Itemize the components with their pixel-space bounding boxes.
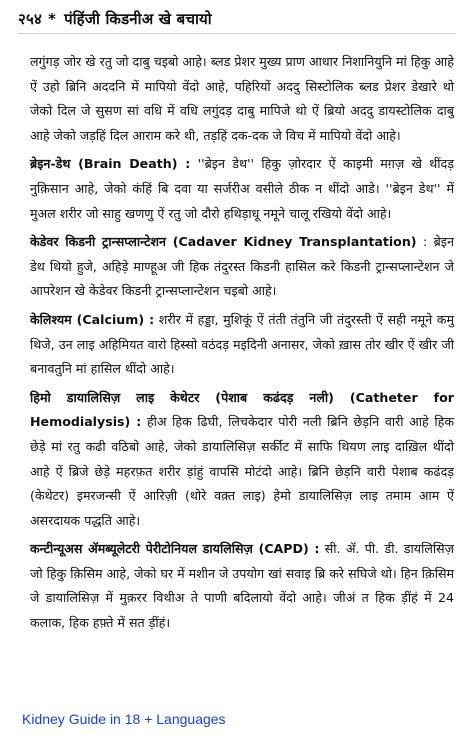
entry-catheter	[30, 386, 454, 534]
entry-term: हिमो डायालिसिज़ लाइ केथेटर (पेशाब कढंदड़ नली) (Catheter for Hemodialysis) :	[30, 389, 454, 430]
intro-paragraph: लगुंगड़ जोर खे रतु जो दाबु चइबो आहे। ब्लड प्रेशर मुख्य प्राण आधार निशानियुनि मां हिकु आहे ऐं उहो ब्रिनि अददनि में मापियो वेंदो आहे, पहिरियों अददु सिस्टोलिक ब्लड प्रेशर डेखारे थो जेको दिल जे सुसण सां वधि में वधि लगुंदड़ दाबु मापिजे थो ऐं ब्रियो अददु डायस्टोलिक दाबु आहे जेको जड़हिं दिल आराम करे थी, तड़हिं दक-दक जे विच में मापियो वेंदो आहे।	[30, 54, 454, 143]
entry-capd	[30, 537, 454, 635]
entry-calcium	[30, 308, 454, 382]
entry-term: केडेवर किडनी ट्रान्सप्लान्टेशन (Cadaver Kidney Transplantation)	[30, 234, 417, 250]
header-rule	[18, 33, 456, 34]
entry-definition: हीअ हिक ढिघी, लिचकेदार पोरी नली ब्रिनि छेड़नि वारी आहे हिक छेड़े मां रतु कढी वठिबो आहे, जेको डायालिसिज़ सर्कीट में साफि थियण लाइ दाख़िल थींदो आहे ऐं ब्रिजे छेड़े महरफ़त शरीर ड़ांहुं वापसि मोटंदो आहे। ब्रिनि छेड़नि वारी पेशाब कढंदड़ (केथेटर) इमरजन्सी ऐं आरिज़ी (थोरे वक़्त लाइ) हेमो डायालिसिज़ लाइ तमाम आम ऐं असरदायक पद्धति आहे।	[30, 414, 454, 528]
entry-definition: शरीर में हड्डा, मुशिकूं ऐं तंती तंतुनि जी तंदुरस्ती ऐं सही नमूने कमु थिजे, उन लाइ अहिमियत वारो हिस्सो वठंदड़ मइदिनी अनासर, जेको ख़ास तोर खीर ऐं खीर जी बनावतुनि मां हासिल थींदो आहे।	[30, 311, 455, 377]
entry-definition: : ब्रेइन डेथ थियो हुजे, अहिड़े माण्हूअ जी हिक तंदुरस्त किडनी हासिल करे किडनी ट्रान्सप्लान्टेशन जे आपरेशन खे केडेवर किडनी ट्रान्सप्लान्टेशन चइबो आहे।	[30, 234, 454, 299]
header-star: *	[48, 10, 57, 28]
page-header	[18, 6, 456, 32]
book-title: पंहिंजी किडनीअ खे बचायो	[64, 10, 212, 28]
entry-term: केलिश्यम (Calcium) :	[30, 311, 155, 327]
entry-cadaver-transplant	[30, 230, 454, 304]
glossary-body	[30, 50, 454, 640]
page-number: २५४	[18, 10, 43, 28]
footer-link[interactable]: Kidney Guide in 18 + Languages	[22, 711, 226, 727]
entry-definition: सी. ॲ. पी. डी. डायलिसिज़ जो हिकु क़िसिम आहे, जेको घर में मशीन जे उपयोग खां सवाइ ब्रि करे सघिजे थो। हिन क़िसिम जे डायालिसिज़ में मुक़रर विथीअ ते पाणी बदिलायो वेंदो आहे। जीअं त हिक ड़ींहं में 24 कलाक, हिक हफ़्ते में सत ड़ींहं।	[30, 541, 454, 631]
entry-term: ब्रेइन-डेथ (Brain Death) :	[30, 156, 191, 172]
entry-term: कन्टीन्यूअस ॲमब्यूलेटरी पेरीटोनियल डायलिसिज़ (CAPD) :	[30, 541, 320, 557]
entry-brain-death	[30, 152, 454, 226]
entry-definition: ''ब्रेइन डेथ'' हिकु ज़ोरदार ऐं काइमी मग़ज़ खे थींदड़ नुक़िसान आहे, जेको कंहिं बि दवा या सर्जरीअ वसीले ठीक न थींदो आडे। ''ब्रेइन डेथ'' में मुअल शरीर जो साहु खणणु ऐं रतु जो दौरो हथिड़ाधू नमूने चालू रखियो वेंदो आहे।	[30, 156, 454, 221]
